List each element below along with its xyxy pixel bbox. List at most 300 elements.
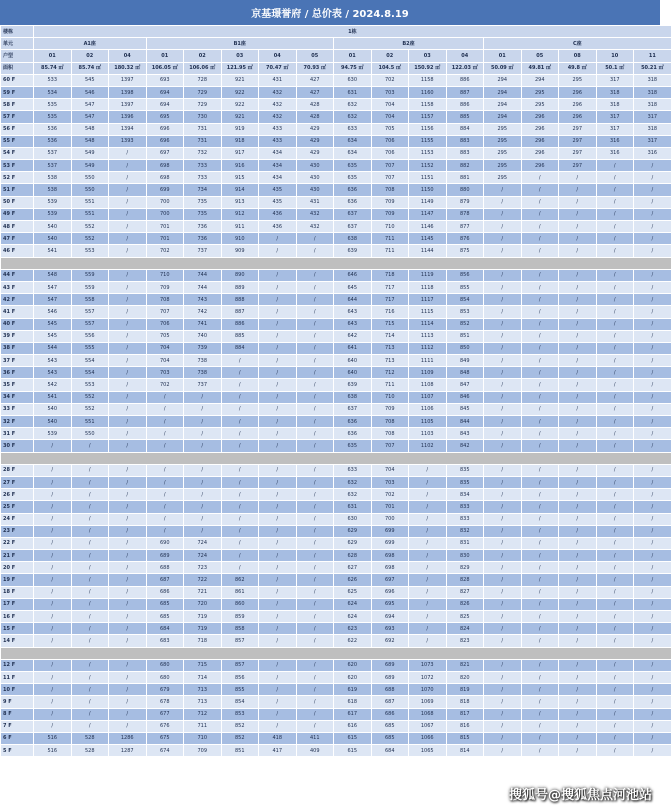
price-cell: 882 — [446, 160, 484, 172]
price-cell: 852 — [221, 732, 259, 744]
price-cell: 716 — [371, 306, 409, 318]
price-cell: / — [34, 598, 72, 610]
price-cell: / — [634, 306, 672, 318]
price-cell: / — [521, 635, 559, 647]
price-cell: 622 — [334, 635, 372, 647]
table-row — [1, 196, 672, 208]
price-cell: 737 — [184, 379, 222, 391]
price-cell: / — [34, 659, 72, 671]
price-cell: 537 — [34, 160, 72, 172]
price-cell: 550 — [71, 428, 109, 440]
price-cell: 317 — [596, 123, 634, 135]
price-cell: / — [296, 269, 334, 281]
floor-label: 56 F — [1, 123, 34, 135]
floor-label: 53 F — [1, 160, 34, 172]
price-cell: 634 — [334, 135, 372, 147]
price-cell: / — [296, 391, 334, 403]
price-cell: / — [71, 562, 109, 574]
floor-label: 6 F — [1, 732, 34, 744]
price-cell: / — [109, 513, 147, 525]
price-cell: / — [521, 562, 559, 574]
price-cell: / — [484, 184, 522, 196]
price-cell: / — [296, 245, 334, 257]
price-cell: / — [521, 476, 559, 488]
price-cell: / — [521, 574, 559, 586]
price-cell: 817 — [446, 708, 484, 720]
price-cell: / — [634, 208, 672, 220]
price-cell: / — [559, 355, 597, 367]
price-cell: 1119 — [409, 269, 447, 281]
price-cell: / — [109, 221, 147, 233]
floor-label: 36 F — [1, 367, 34, 379]
price-cell: 886 — [221, 318, 259, 330]
price-cell: / — [596, 160, 634, 172]
room-number: 01 — [146, 50, 184, 62]
price-cell: / — [109, 160, 147, 172]
floor-label: 5 F — [1, 745, 34, 757]
price-cell: / — [559, 172, 597, 184]
price-cell: 687 — [146, 574, 184, 586]
price-cell: / — [484, 269, 522, 281]
price-cell: / — [521, 732, 559, 744]
price-cell: 551 — [71, 416, 109, 428]
price-cell: / — [259, 306, 297, 318]
price-cell: / — [634, 233, 672, 245]
floor-label: 42 F — [1, 294, 34, 306]
price-cell: 845 — [446, 403, 484, 415]
price-cell: / — [596, 611, 634, 623]
price-cell: / — [596, 184, 634, 196]
price-cell: / — [484, 367, 522, 379]
price-cell: 712 — [371, 367, 409, 379]
price-cell: 696 — [146, 135, 184, 147]
price-cell: / — [109, 635, 147, 647]
price-cell: / — [521, 416, 559, 428]
price-cell: / — [296, 525, 334, 537]
price-cell: 317 — [596, 111, 634, 123]
price-cell: 547 — [34, 294, 72, 306]
price-cell: / — [409, 550, 447, 562]
price-cell: / — [109, 367, 147, 379]
price-cell: / — [34, 550, 72, 562]
table-row — [1, 464, 672, 476]
price-cell: / — [596, 269, 634, 281]
price-cell: 638 — [334, 233, 372, 245]
price-cell: 294 — [484, 99, 522, 111]
table-row — [1, 160, 672, 172]
price-cell: / — [559, 281, 597, 293]
price-cell: 718 — [184, 635, 222, 647]
price-cell: 633 — [334, 123, 372, 135]
price-cell: / — [596, 428, 634, 440]
price-cell: 704 — [146, 355, 184, 367]
price-cell: 881 — [446, 172, 484, 184]
floor-label: 54 F — [1, 147, 34, 159]
price-cell: 854 — [446, 294, 484, 306]
floor-label: 25 F — [1, 501, 34, 513]
price-cell: 436 — [259, 208, 297, 220]
price-cell: 857 — [221, 659, 259, 671]
price-cell: / — [521, 611, 559, 623]
table-row — [1, 86, 672, 98]
price-cell: / — [146, 464, 184, 476]
price-cell: / — [521, 598, 559, 610]
price-cell: 740 — [184, 330, 222, 342]
room-number: 01 — [334, 50, 372, 62]
price-cell: / — [484, 221, 522, 233]
price-cell: 733 — [184, 172, 222, 184]
room-number: 04 — [109, 50, 147, 62]
price-cell: 858 — [221, 623, 259, 635]
price-cell: 711 — [371, 245, 409, 257]
price-cell: / — [634, 562, 672, 574]
price-cell: 1107 — [409, 391, 447, 403]
price-cell: / — [221, 537, 259, 549]
floor-label: 34 F — [1, 391, 34, 403]
price-cell: 709 — [184, 745, 222, 757]
price-cell: 1106 — [409, 403, 447, 415]
price-cell: 436 — [259, 221, 297, 233]
floor-label: 55 F — [1, 135, 34, 147]
price-cell: 1156 — [409, 123, 447, 135]
price-cell: / — [634, 611, 672, 623]
price-cell: / — [634, 745, 672, 757]
price-cell: / — [259, 635, 297, 647]
room-area: 50.21 ㎡ — [634, 62, 672, 74]
price-cell: / — [109, 476, 147, 488]
price-cell: 692 — [371, 635, 409, 647]
table-row — [1, 221, 672, 233]
price-cell: 430 — [296, 184, 334, 196]
price-cell: 698 — [146, 160, 184, 172]
price-cell: 879 — [446, 196, 484, 208]
price-cell: 707 — [371, 172, 409, 184]
price-cell: 713 — [371, 355, 409, 367]
price-cell: 432 — [296, 208, 334, 220]
price-cell: / — [296, 635, 334, 647]
price-cell: 710 — [371, 391, 409, 403]
price-cell: 846 — [446, 391, 484, 403]
price-cell: / — [71, 501, 109, 513]
price-cell: / — [296, 355, 334, 367]
separator-cell — [1, 647, 672, 659]
price-cell: / — [259, 355, 297, 367]
price-cell: / — [296, 720, 334, 732]
price-cell: 1115 — [409, 306, 447, 318]
separator-row — [1, 257, 672, 269]
price-cell: 628 — [334, 550, 372, 562]
floor-label: 37 F — [1, 355, 34, 367]
price-cell: 317 — [596, 74, 634, 86]
price-cell: / — [259, 684, 297, 696]
room-number: 04 — [259, 50, 297, 62]
price-cell: / — [259, 464, 297, 476]
price-cell: 1155 — [409, 135, 447, 147]
price-cell: / — [221, 525, 259, 537]
price-cell: 1157 — [409, 111, 447, 123]
price-cell: / — [559, 745, 597, 757]
price-cell: / — [596, 464, 634, 476]
price-cell: / — [221, 403, 259, 415]
price-cell: 699 — [371, 525, 409, 537]
price-cell: 619 — [334, 684, 372, 696]
sheet-title: 京基璟誉府 / 总价表 / 2024.8.19 — [0, 0, 660, 25]
price-cell: 887 — [221, 306, 259, 318]
price-cell: / — [34, 635, 72, 647]
price-cell: / — [71, 574, 109, 586]
price-cell: 844 — [446, 416, 484, 428]
price-cell: 640 — [334, 367, 372, 379]
price-cell: 636 — [334, 196, 372, 208]
price-cell: / — [296, 659, 334, 671]
price-cell: 916 — [221, 160, 259, 172]
floor-label: 26 F — [1, 489, 34, 501]
price-cell: 700 — [146, 196, 184, 208]
price-cell: / — [596, 221, 634, 233]
table-row — [1, 208, 672, 220]
price-cell: / — [634, 684, 672, 696]
price-cell: 635 — [334, 440, 372, 452]
price-cell: / — [259, 476, 297, 488]
table-row — [1, 147, 672, 159]
price-cell: / — [109, 342, 147, 354]
price-cell: 516 — [34, 745, 72, 757]
price-cell: 721 — [184, 586, 222, 598]
price-cell: / — [596, 306, 634, 318]
price-cell: / — [521, 440, 559, 452]
price-cell: / — [484, 671, 522, 683]
price-cell: / — [34, 537, 72, 549]
price-cell: 545 — [34, 330, 72, 342]
price-cell: 547 — [34, 281, 72, 293]
price-cell: 535 — [34, 99, 72, 111]
floor-label: 12 F — [1, 659, 34, 671]
price-cell: 295 — [521, 99, 559, 111]
price-cell: / — [296, 513, 334, 525]
price-cell: / — [259, 623, 297, 635]
price-cell: / — [109, 416, 147, 428]
price-cell: 433 — [259, 123, 297, 135]
price-cell: 677 — [146, 708, 184, 720]
price-cell: 540 — [34, 233, 72, 245]
price-cell: / — [109, 684, 147, 696]
price-table — [0, 25, 672, 757]
price-cell: 317 — [634, 111, 672, 123]
price-cell: 1065 — [409, 745, 447, 757]
price-cell: / — [634, 635, 672, 647]
price-cell: 432 — [259, 111, 297, 123]
price-cell: / — [296, 598, 334, 610]
price-cell: / — [596, 720, 634, 732]
price-cell: 912 — [221, 208, 259, 220]
price-cell: / — [409, 562, 447, 574]
price-cell: / — [559, 696, 597, 708]
price-cell: / — [521, 428, 559, 440]
price-cell: 318 — [596, 86, 634, 98]
floor-label: 30 F — [1, 440, 34, 452]
price-cell: / — [596, 537, 634, 549]
price-cell: 1158 — [409, 74, 447, 86]
price-cell: / — [484, 428, 522, 440]
price-cell: / — [259, 550, 297, 562]
table-row — [1, 489, 672, 501]
price-cell: 706 — [146, 318, 184, 330]
price-cell: / — [521, 294, 559, 306]
price-cell: / — [596, 684, 634, 696]
price-cell: 833 — [446, 513, 484, 525]
price-cell: 717 — [371, 281, 409, 293]
price-cell: / — [259, 416, 297, 428]
price-cell: 1145 — [409, 233, 447, 245]
price-cell: / — [259, 233, 297, 245]
price-cell: / — [484, 635, 522, 647]
room-number: 01 — [484, 50, 522, 62]
room-number: 02 — [184, 50, 222, 62]
price-cell: 705 — [371, 123, 409, 135]
price-cell: 835 — [446, 476, 484, 488]
table-row — [1, 99, 672, 111]
price-cell: 702 — [146, 379, 184, 391]
room-number: 02 — [371, 50, 409, 62]
price-cell: / — [484, 720, 522, 732]
price-cell: 546 — [71, 86, 109, 98]
table-row — [1, 367, 672, 379]
price-cell: 428 — [296, 99, 334, 111]
price-cell: / — [221, 416, 259, 428]
price-cell: / — [521, 525, 559, 537]
price-cell: 710 — [184, 732, 222, 744]
price-cell: 715 — [184, 659, 222, 671]
price-cell: 719 — [184, 623, 222, 635]
price-cell: / — [296, 562, 334, 574]
price-cell: 552 — [71, 403, 109, 415]
area-header-row — [1, 62, 672, 74]
table-row — [1, 306, 672, 318]
price-cell: 1160 — [409, 86, 447, 98]
price-cell: 886 — [446, 99, 484, 111]
price-cell: 1117 — [409, 294, 447, 306]
floor-label: 44 F — [1, 269, 34, 281]
price-cell: 1112 — [409, 342, 447, 354]
price-cell: / — [596, 659, 634, 671]
price-cell: 539 — [34, 208, 72, 220]
price-cell: / — [109, 598, 147, 610]
floor-label: 11 F — [1, 671, 34, 683]
price-cell: / — [559, 732, 597, 744]
price-cell: / — [184, 489, 222, 501]
price-cell: / — [109, 708, 147, 720]
price-cell: / — [71, 635, 109, 647]
price-cell: / — [34, 671, 72, 683]
price-cell: / — [634, 464, 672, 476]
price-cell: / — [184, 403, 222, 415]
price-cell: / — [521, 684, 559, 696]
price-cell: 1108 — [409, 379, 447, 391]
price-cell: / — [559, 623, 597, 635]
price-cell: / — [521, 489, 559, 501]
price-cell: 641 — [334, 342, 372, 354]
price-cell: / — [634, 440, 672, 452]
price-cell: / — [484, 416, 522, 428]
floor-label: 9 F — [1, 696, 34, 708]
price-cell: / — [259, 513, 297, 525]
price-cell: 685 — [371, 732, 409, 744]
floor-label: 7 F — [1, 720, 34, 732]
price-cell: / — [109, 330, 147, 342]
price-cell: / — [109, 720, 147, 732]
price-cell: 862 — [221, 574, 259, 586]
price-cell: 547 — [71, 99, 109, 111]
price-cell: / — [409, 501, 447, 513]
price-cell: / — [221, 562, 259, 574]
price-cell: 550 — [71, 184, 109, 196]
price-cell: 707 — [146, 306, 184, 318]
price-cell: 875 — [446, 245, 484, 257]
price-cell: / — [146, 476, 184, 488]
price-cell: / — [634, 720, 672, 732]
price-cell: 695 — [371, 598, 409, 610]
table-row — [1, 281, 672, 293]
price-cell: 737 — [184, 245, 222, 257]
price-cell: / — [259, 598, 297, 610]
price-cell: 701 — [146, 233, 184, 245]
floor-label: 48 F — [1, 221, 34, 233]
price-cell: 711 — [371, 233, 409, 245]
price-cell: 887 — [446, 86, 484, 98]
room-number: 03 — [221, 50, 259, 62]
table-row — [1, 513, 672, 525]
price-cell: 686 — [146, 586, 184, 598]
price-cell: / — [259, 611, 297, 623]
price-cell: 411 — [296, 732, 334, 744]
price-cell: 855 — [446, 281, 484, 293]
price-cell: 860 — [221, 598, 259, 610]
price-cell: 431 — [259, 74, 297, 86]
table-row — [1, 355, 672, 367]
price-cell: / — [71, 611, 109, 623]
price-cell: / — [484, 196, 522, 208]
table-row — [1, 172, 672, 184]
price-cell: / — [634, 355, 672, 367]
price-cell: 848 — [446, 367, 484, 379]
price-cell: / — [596, 342, 634, 354]
table-row — [1, 623, 672, 635]
price-cell: / — [521, 245, 559, 257]
price-cell: 633 — [334, 464, 372, 476]
price-cell: 847 — [446, 379, 484, 391]
price-cell: 557 — [71, 306, 109, 318]
price-cell: / — [221, 428, 259, 440]
floor-label: 39 F — [1, 330, 34, 342]
price-cell: 540 — [34, 221, 72, 233]
price-cell: / — [34, 574, 72, 586]
price-cell: / — [109, 233, 147, 245]
price-cell: / — [521, 306, 559, 318]
price-cell: 296 — [521, 123, 559, 135]
price-cell: 689 — [371, 659, 409, 671]
price-cell: 704 — [146, 342, 184, 354]
price-cell: 556 — [71, 330, 109, 342]
price-cell: / — [596, 732, 634, 744]
price-cell: 708 — [146, 294, 184, 306]
price-cell: 709 — [371, 196, 409, 208]
price-cell: / — [596, 574, 634, 586]
price-cell: 707 — [371, 160, 409, 172]
table-row — [1, 111, 672, 123]
price-cell: / — [409, 635, 447, 647]
price-cell: 820 — [446, 671, 484, 683]
price-cell: 554 — [71, 355, 109, 367]
